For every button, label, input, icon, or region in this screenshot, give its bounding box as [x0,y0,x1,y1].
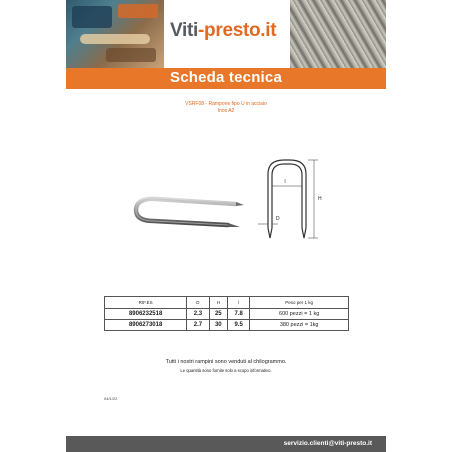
tech-sheet-page [66,0,386,452]
brand-logo-area [164,0,290,68]
cell-h: 30 [209,320,227,331]
header-banner [66,0,386,68]
staple-product-image [128,190,248,234]
sales-note: Tutti i nostri rampini sono venduti al chilogrammo. [165,359,287,365]
cell-weight: 380 pezzi = 1kg [250,320,349,331]
table-row [105,309,349,320]
header-l: l [227,297,249,309]
tools-photo [66,0,164,68]
section-title: Scheda tecnica [169,69,283,86]
cell-h: 25 [209,309,227,320]
screws-photo [290,0,386,68]
table-row [105,320,349,331]
product-title-line2: Inox A2 [217,108,235,114]
contact-email-link[interactable]: servizio.clienti@viti-presto.it [283,440,372,447]
cell-ref: 8906273018 [105,320,187,331]
header-weight: Peso per 1 kg [250,297,349,309]
cell-d: 2.7 [187,320,209,331]
brand-logo [170,20,276,42]
dim-label-d: D [276,216,280,222]
footer-bar [66,436,386,452]
cell-ref: 8906232518 [105,309,187,320]
brand-logo-suffix: -presto.it [198,20,277,41]
dim-label-l: l [284,179,286,185]
cell-l: 7.8 [227,309,249,320]
cell-d: 2.3 [187,309,209,320]
brand-logo-main: Viti [170,20,199,41]
spec-table-header [105,297,349,309]
product-title-line1: VSRF08 - Rampone fipo U in acciaio [185,101,267,107]
header-ref: RIF.ES [105,297,187,309]
header-d: D [187,297,209,309]
staple-dimension-diagram [256,156,336,246]
disclaimer-note: Le quantità sono fornite solo a scopo informativo. [180,368,272,373]
dim-label-h: H [318,196,322,202]
spec-table [104,296,349,331]
document-code: 04/1/22 [104,396,118,401]
header-h: H [209,297,227,309]
section-title-bar [66,68,386,89]
cell-weight: 600 pezzi = 1 kg [250,309,349,320]
cell-l: 9.5 [227,320,249,331]
product-title [66,101,386,115]
